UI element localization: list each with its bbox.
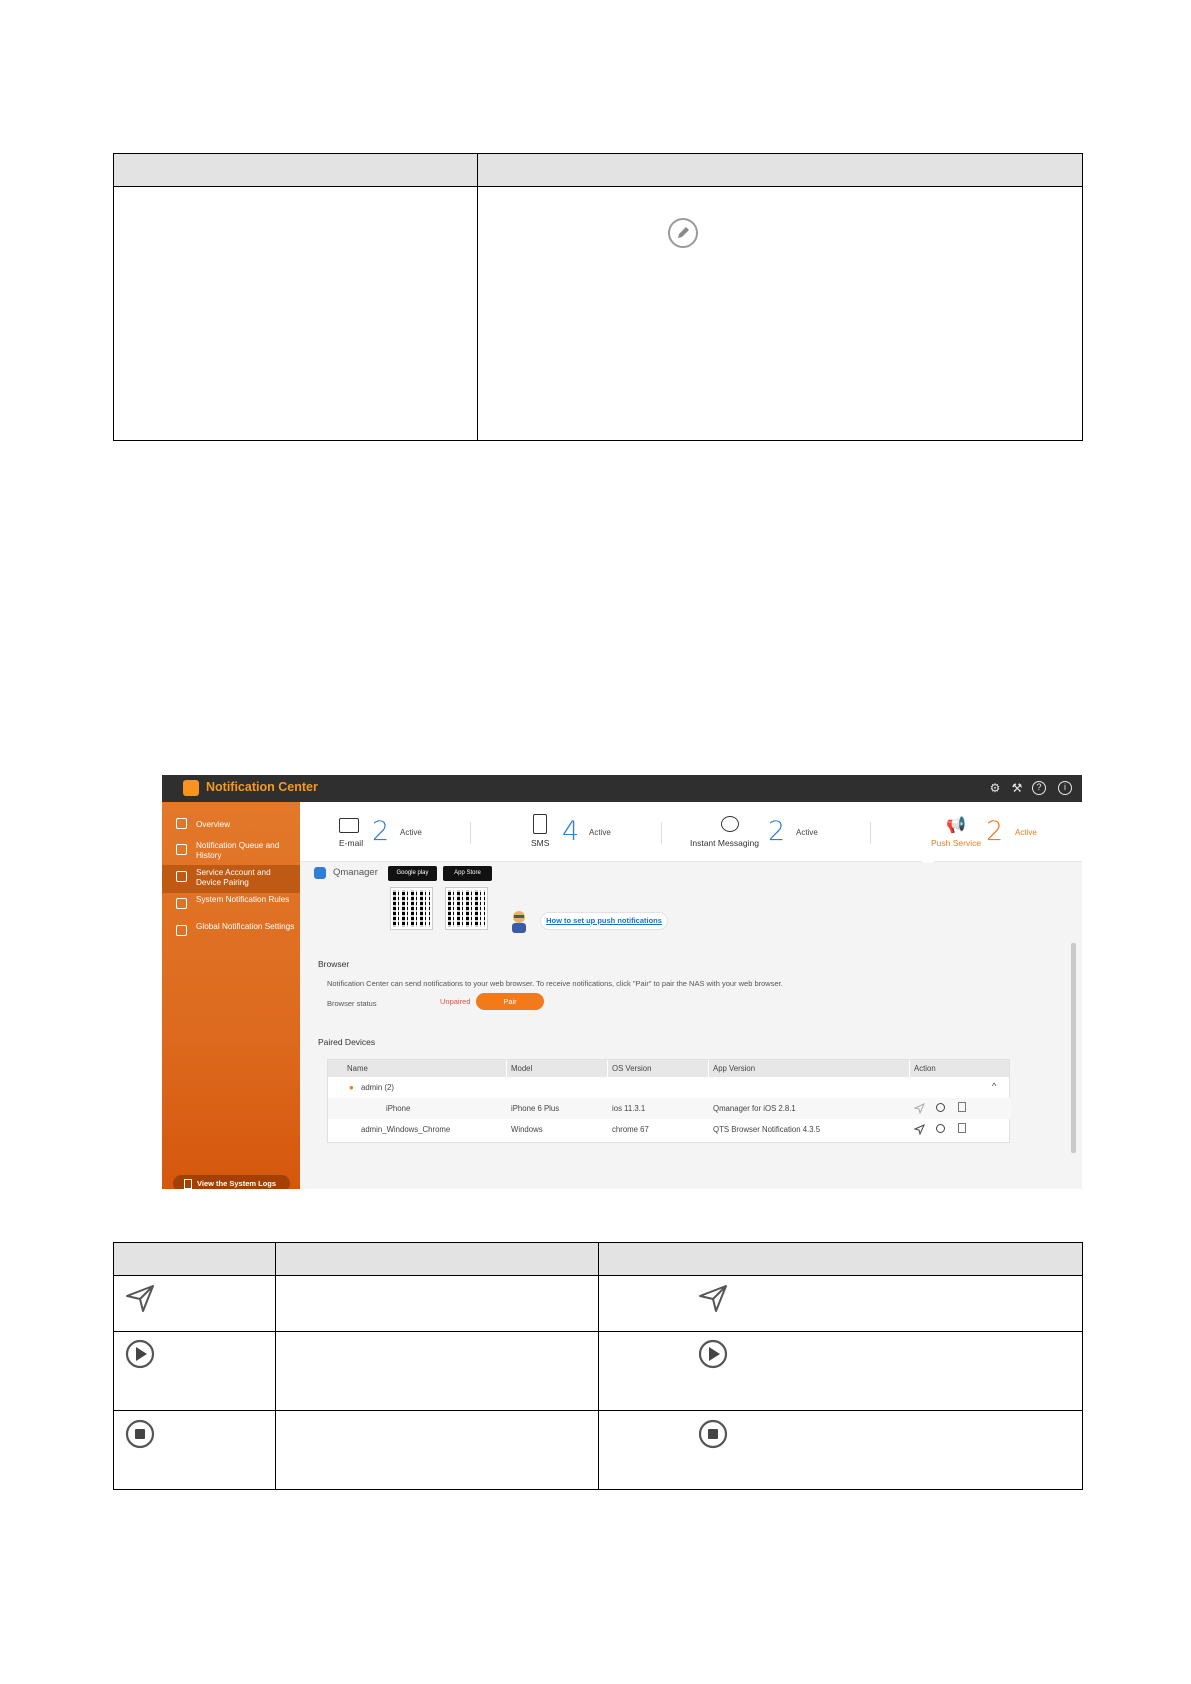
help-icon[interactable]: ? xyxy=(1032,781,1046,795)
info-icon[interactable]: i xyxy=(1058,781,1072,795)
stop-icon xyxy=(124,1418,156,1450)
sidebar-item-service-account[interactable] xyxy=(162,865,300,893)
status-sms-count: 4 xyxy=(562,816,580,847)
column-header-app[interactable]: App Version xyxy=(713,1064,756,1073)
column-header-os[interactable]: OS Version xyxy=(612,1064,652,1073)
column-separator xyxy=(909,1060,910,1077)
chart-icon xyxy=(176,818,187,829)
status-im-state: Active xyxy=(796,828,818,837)
column-separator xyxy=(708,1060,709,1077)
send-icon xyxy=(697,1282,729,1314)
device-name: admin_Windows_Chrome xyxy=(361,1125,451,1134)
sidebar-item-global-settings[interactable] xyxy=(162,919,300,947)
sidebar-item-queue-history[interactable] xyxy=(162,838,300,866)
status-push-count: 2 xyxy=(986,816,1004,847)
status-push-state: Active xyxy=(1015,828,1037,837)
sms-icon[interactable] xyxy=(533,814,547,834)
bottom-table xyxy=(113,1242,1083,1490)
browser-status-value: Unpaired xyxy=(440,997,471,1006)
send-test-icon[interactable] xyxy=(914,1124,925,1135)
browser-status-label: Browser status xyxy=(327,999,377,1008)
bottom-table-divider xyxy=(275,1243,276,1489)
device-model: Windows xyxy=(511,1125,543,1134)
column-separator xyxy=(607,1060,608,1077)
log-icon xyxy=(184,1179,192,1189)
play-icon xyxy=(124,1338,156,1370)
status-push-name: Push Service xyxy=(931,838,982,848)
chevron-up-icon[interactable]: ^ xyxy=(992,1081,997,1091)
sidebar-item-overview[interactable] xyxy=(162,812,300,840)
device-os: ios 11.3.1 xyxy=(612,1104,646,1113)
stop-icon xyxy=(697,1418,729,1450)
qmanager-label: Qmanager xyxy=(333,867,378,878)
tools-icon[interactable]: ⚒ xyxy=(1011,781,1023,795)
column-header-model[interactable]: Model xyxy=(511,1064,533,1073)
device-model: iPhone 6 Plus xyxy=(511,1104,560,1113)
play-icon xyxy=(697,1338,729,1370)
sidebar-item-label: Notification Queue and History xyxy=(196,841,280,860)
app-title: Notification Center xyxy=(206,780,318,794)
sidebar-item-label: Overview xyxy=(196,820,231,829)
user-icon: ● xyxy=(349,1083,354,1092)
sidebar-item-label: Service Account and Device Pairing xyxy=(196,868,271,887)
top-table xyxy=(113,153,1083,441)
status-email-count: 2 xyxy=(372,816,390,847)
column-header-action: Action xyxy=(914,1064,936,1073)
status-bar xyxy=(300,802,1082,862)
top-table-divider xyxy=(477,154,478,440)
email-icon[interactable] xyxy=(339,818,359,833)
play-icon[interactable] xyxy=(936,1103,945,1112)
sidebar-item-label: System Notification Rules xyxy=(196,895,290,904)
status-im-count: 2 xyxy=(768,816,786,847)
push-setup-help-link[interactable]: How to set up push notifications xyxy=(540,912,668,930)
browser-section-title: Browser xyxy=(318,959,350,969)
device-os: chrome 67 xyxy=(612,1125,649,1134)
view-system-logs-label: View the System Logs xyxy=(197,1179,277,1188)
send-icon xyxy=(124,1282,156,1314)
status-sms-state: Active xyxy=(589,828,611,837)
table-row[interactable] xyxy=(328,1119,1011,1140)
bottom-table-divider xyxy=(598,1243,599,1489)
column-header-name[interactable]: Name xyxy=(347,1064,368,1073)
table-header xyxy=(328,1060,1009,1077)
rules-icon xyxy=(176,898,187,909)
edit-icon xyxy=(668,218,698,248)
notification-center-window xyxy=(162,775,1082,1189)
status-im-name: Instant Messaging xyxy=(690,838,759,848)
main-content xyxy=(300,863,1082,1189)
bottom-table-row-line xyxy=(114,1331,1082,1332)
group-label: admin (2) xyxy=(361,1083,394,1092)
send-test-icon[interactable] xyxy=(914,1103,925,1114)
chat-icon[interactable] xyxy=(721,816,739,832)
qmanager-icon xyxy=(314,867,326,879)
view-system-logs-button[interactable] xyxy=(173,1175,290,1189)
top-table-header xyxy=(114,154,1082,187)
group-row[interactable] xyxy=(328,1077,1011,1098)
history-icon xyxy=(176,844,187,855)
google-play-badge[interactable]: Google play xyxy=(388,866,437,881)
device-app: Qmanager for iOS 2.8.1 xyxy=(713,1104,796,1113)
qr-code-google-play xyxy=(391,888,432,929)
paired-devices-title: Paired Devices xyxy=(318,1037,376,1047)
stop-icon[interactable] xyxy=(936,1124,945,1133)
sidebar-item-label: Global Notification Settings xyxy=(196,922,295,931)
mascot-icon xyxy=(508,909,530,933)
status-divider xyxy=(661,822,662,844)
device-name: iPhone xyxy=(386,1104,411,1113)
megaphone-icon: 📢 xyxy=(946,817,966,834)
bottom-table-row-line xyxy=(114,1410,1082,1411)
status-sms-name: SMS xyxy=(531,838,550,848)
paired-devices-table xyxy=(327,1059,1010,1143)
settings-icon xyxy=(176,925,187,936)
pair-button[interactable]: Pair xyxy=(476,993,544,1010)
device-app: QTS Browser Notification 4.3.5 xyxy=(713,1125,821,1134)
sidebar-item-system-rules[interactable] xyxy=(162,892,300,920)
status-divider xyxy=(470,822,471,844)
sidebar xyxy=(162,802,300,1189)
status-email-state: Active xyxy=(400,828,422,837)
scrollbar[interactable] xyxy=(1071,943,1076,1153)
browser-description: Notification Center can send notifications to your web browser. To receive notifications, click "Pair" to pair the NAS with your web browser. xyxy=(327,979,783,988)
app-logo-icon xyxy=(183,780,199,796)
qr-code-app-store xyxy=(446,888,487,929)
title-bar xyxy=(162,775,1082,802)
gear-icon[interactable]: ⚙ xyxy=(989,781,1001,795)
table-row[interactable] xyxy=(328,1098,1011,1119)
trash-icon[interactable] xyxy=(958,1102,966,1112)
column-separator xyxy=(506,1060,507,1077)
devices-icon xyxy=(176,871,187,882)
app-store-badge[interactable]: App Store xyxy=(443,866,492,881)
status-divider xyxy=(870,822,871,844)
status-email-name: E-mail xyxy=(339,838,364,848)
trash-icon[interactable] xyxy=(958,1123,966,1133)
